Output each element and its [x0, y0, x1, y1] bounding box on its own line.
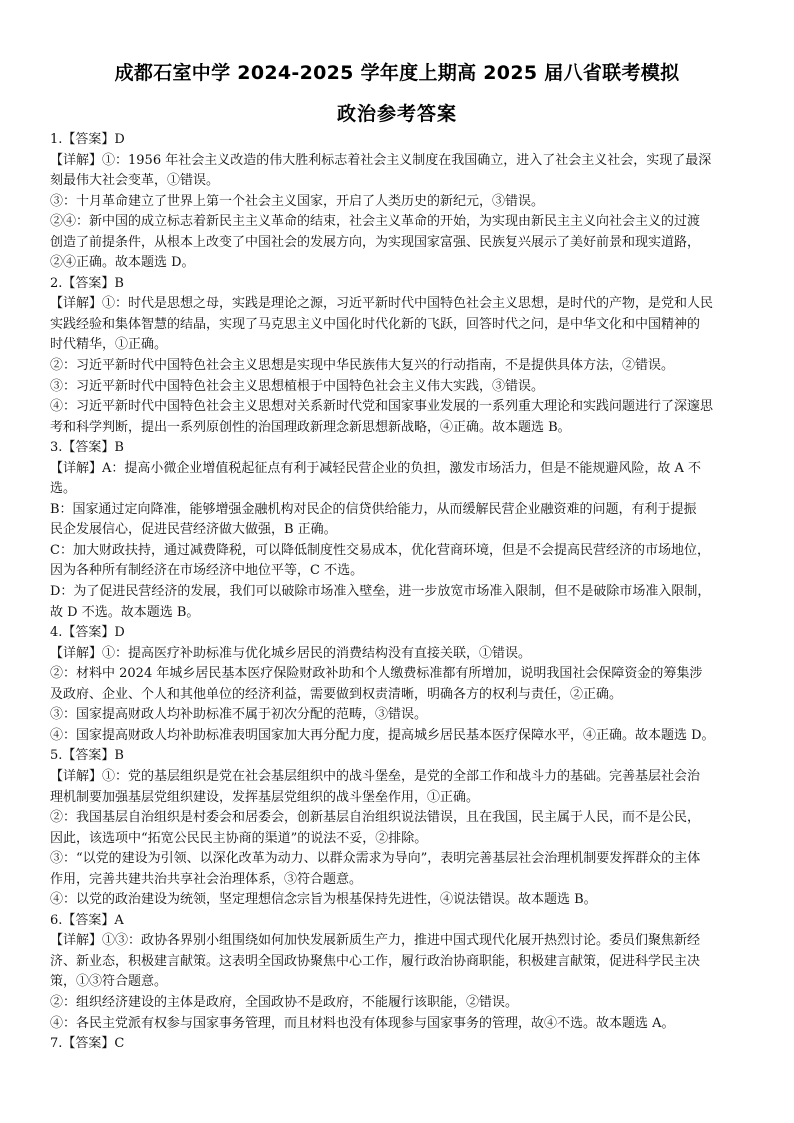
text-line: 作用，完善共建共治共享社会治理体系，③符合题意。	[50, 871, 363, 887]
text-line: 6.【答案】A	[50, 912, 124, 928]
text-line: C：加大财政扶持，通过减费降税，可以降低制度性交易成本，优化营商环境，但是不会提高民营经济的市场地位，	[50, 542, 710, 558]
text-line: 及政府、企业、个人和其他单位的经济利益，需要做到权责清晰，明确各方的权利与责任，②正确。	[50, 686, 623, 702]
text-line: ③：习近平新时代中国特色社会主义思想植根于中国特色社会主义伟大实践，③错误。	[50, 378, 545, 394]
text-line: ③：十月革命建立了世界上第一个社会主义国家，开启了人类历史的新纪元，③错误。	[50, 193, 545, 209]
text-line: 【详解】①：提高医疗补助标准与优化城乡居民的消费结构没有直接关联，①错误。	[50, 645, 532, 661]
text-line: ②④正确。故本题选 D。	[50, 255, 195, 271]
text-line: ④：习近平新时代中国特色社会主义思想对关系新时代党和国家事业发展的一系列重大理论和实践问题进行了深邃思	[50, 399, 714, 415]
text-line: 4.【答案】D	[50, 625, 125, 641]
text-line: 3.【答案】B	[50, 440, 124, 456]
text-line: 2.【答案】B	[50, 275, 124, 291]
text-line: 7.【答案】C	[50, 1036, 125, 1052]
text-line: ④：以党的政治建设为统领，坚定理想信念宗旨为根基保持先进性，④说法错误。故本题选 B。	[50, 892, 597, 908]
text-line: ②④：新中国的成立标志着新民主主义革命的结束，社会主义革命的开始，为实现由新民主主义向社会主义的过渡	[50, 214, 701, 230]
text-line: 考和科学判断，提出一系列原创性的治国理政新理念新思想新战略，④正确。故本题选 B。	[50, 419, 571, 435]
text-line: 【详解】A：提高小微企业增值税起征点有利于减轻民营企业的负担，激发市场活力，但是不能规避风险，故 A 不	[50, 460, 702, 476]
text-line: B：国家通过定向降准，能够增强金融机构对民企的信贷供给能力，从而缓解民营企业融资难的问题，有利于提振	[50, 501, 697, 517]
text-line: 故 D 不选。故本题选 B。	[50, 604, 200, 620]
text-line: D：为了促进民营经济的发展，我们可以破除市场准入壁垒，进一步放宽市场准入限制，但不是破除市场准入限制，	[50, 584, 711, 600]
text-line: ④：国家提高财政人均补助标准表明国家加大再分配力度，提高城乡居民基本医疗保障水平，④正确。故本题选 D。	[50, 727, 715, 743]
text-line: ④：各民主党派有权参与国家事务管理，而且材料也没有体现参与国家事务的管理，故④不选。故本题选 A。	[50, 1015, 675, 1031]
text-line: 策，①③符合题意。	[50, 974, 168, 990]
text-line: ②：材料中 2024 年城乡居民基本医疗保险财政补助和个人缴费标准都有所增加，说明我国社会保障资金的筹集涉	[50, 666, 703, 682]
document-subtitle: 政治参考答案	[336, 103, 457, 125]
text-line: 理机制要加强基层党组织建设，发挥基层党组织的战斗堡垒作用，①正确。	[50, 789, 480, 805]
text-line: 实践经验和集体智慧的结晶，实现了马克思主义中国化时代化新的飞跃，回答时代之问，是中华文化和中国精神的	[50, 316, 701, 332]
text-line: 因为各种所有制经济在市场经济中地位平等，C 不选。	[50, 563, 364, 579]
text-line: 【详解】①：党的基层组织是党在社会基层组织中的战斗堡垒，是党的全部工作和战斗力的基础。完善基层社会治	[50, 768, 701, 784]
answer-body	[50, 130, 750, 1055]
text-line: 民企发展信心，促进民营经济做大做强，B 正确。	[50, 522, 337, 538]
text-line: 因此，该选项中“拓宽公民民主协商的渠道”的说法不妥，②排除。	[50, 830, 428, 846]
text-line: ②：组织经济建设的主体是政府，全国政协不是政府，不能履行该职能，②错误。	[50, 994, 519, 1010]
text-line: 1.【答案】D	[50, 132, 125, 147]
text-line: 5.【答案】B	[50, 748, 124, 764]
text-line: 【详解】①：1956 年社会主义改造的伟大胜利标志着社会主义制度在我国确立，进入了社会主义社会，实现了最深	[50, 152, 712, 168]
text-line: ②：习近平新时代中国特色社会主义思想是实现中华民族伟大复兴的行动指南，不是提供具体方法，②错误。	[50, 358, 675, 374]
text-line: 济、新业态，积极建言献策。这表明全国政协聚焦中心工作，履行政治协商职能，积极建言献策，促进科学民主决	[50, 953, 701, 969]
text-line: 刻最伟大社会变革，①错误。	[50, 173, 220, 189]
text-line: ③：国家提高财政人均补助标准不属于初次分配的范畴，③错误。	[50, 707, 428, 723]
text-line: 【详解】①③：政协各界别小组围绕如何加快发展新质生产力，推进中国式现代化展开热烈讨论。委员们聚焦新经	[50, 933, 701, 949]
text-line: ③：“以党的建设为引领、以深化改革为动力、以群众需求为导向”，表明完善基层社会治理机制要发挥群众的主体	[50, 851, 701, 867]
text-line: 选。	[50, 481, 77, 497]
text-line: ②：我国基层自治组织是村委会和居委会，创新基层自治组织说法错误，且在我国，民主属于人民，而不是公民，	[50, 810, 701, 826]
text-line: 创造了前提条件，从根本上改变了中国社会的发展方向，为实现国家富强、民族复兴展示了美好前景和现实道路，	[50, 234, 701, 250]
document-title: 成都石室中学 2024-2025 学年度上期高 2025 届八省联考模拟	[114, 62, 680, 84]
text-line: 【详解】①：时代是思想之母，实践是理论之源，习近平新时代中国特色社会主义思想，是时代的产物，是党和人民	[50, 296, 714, 312]
text-line: 时代精华，①正确。	[50, 337, 168, 353]
